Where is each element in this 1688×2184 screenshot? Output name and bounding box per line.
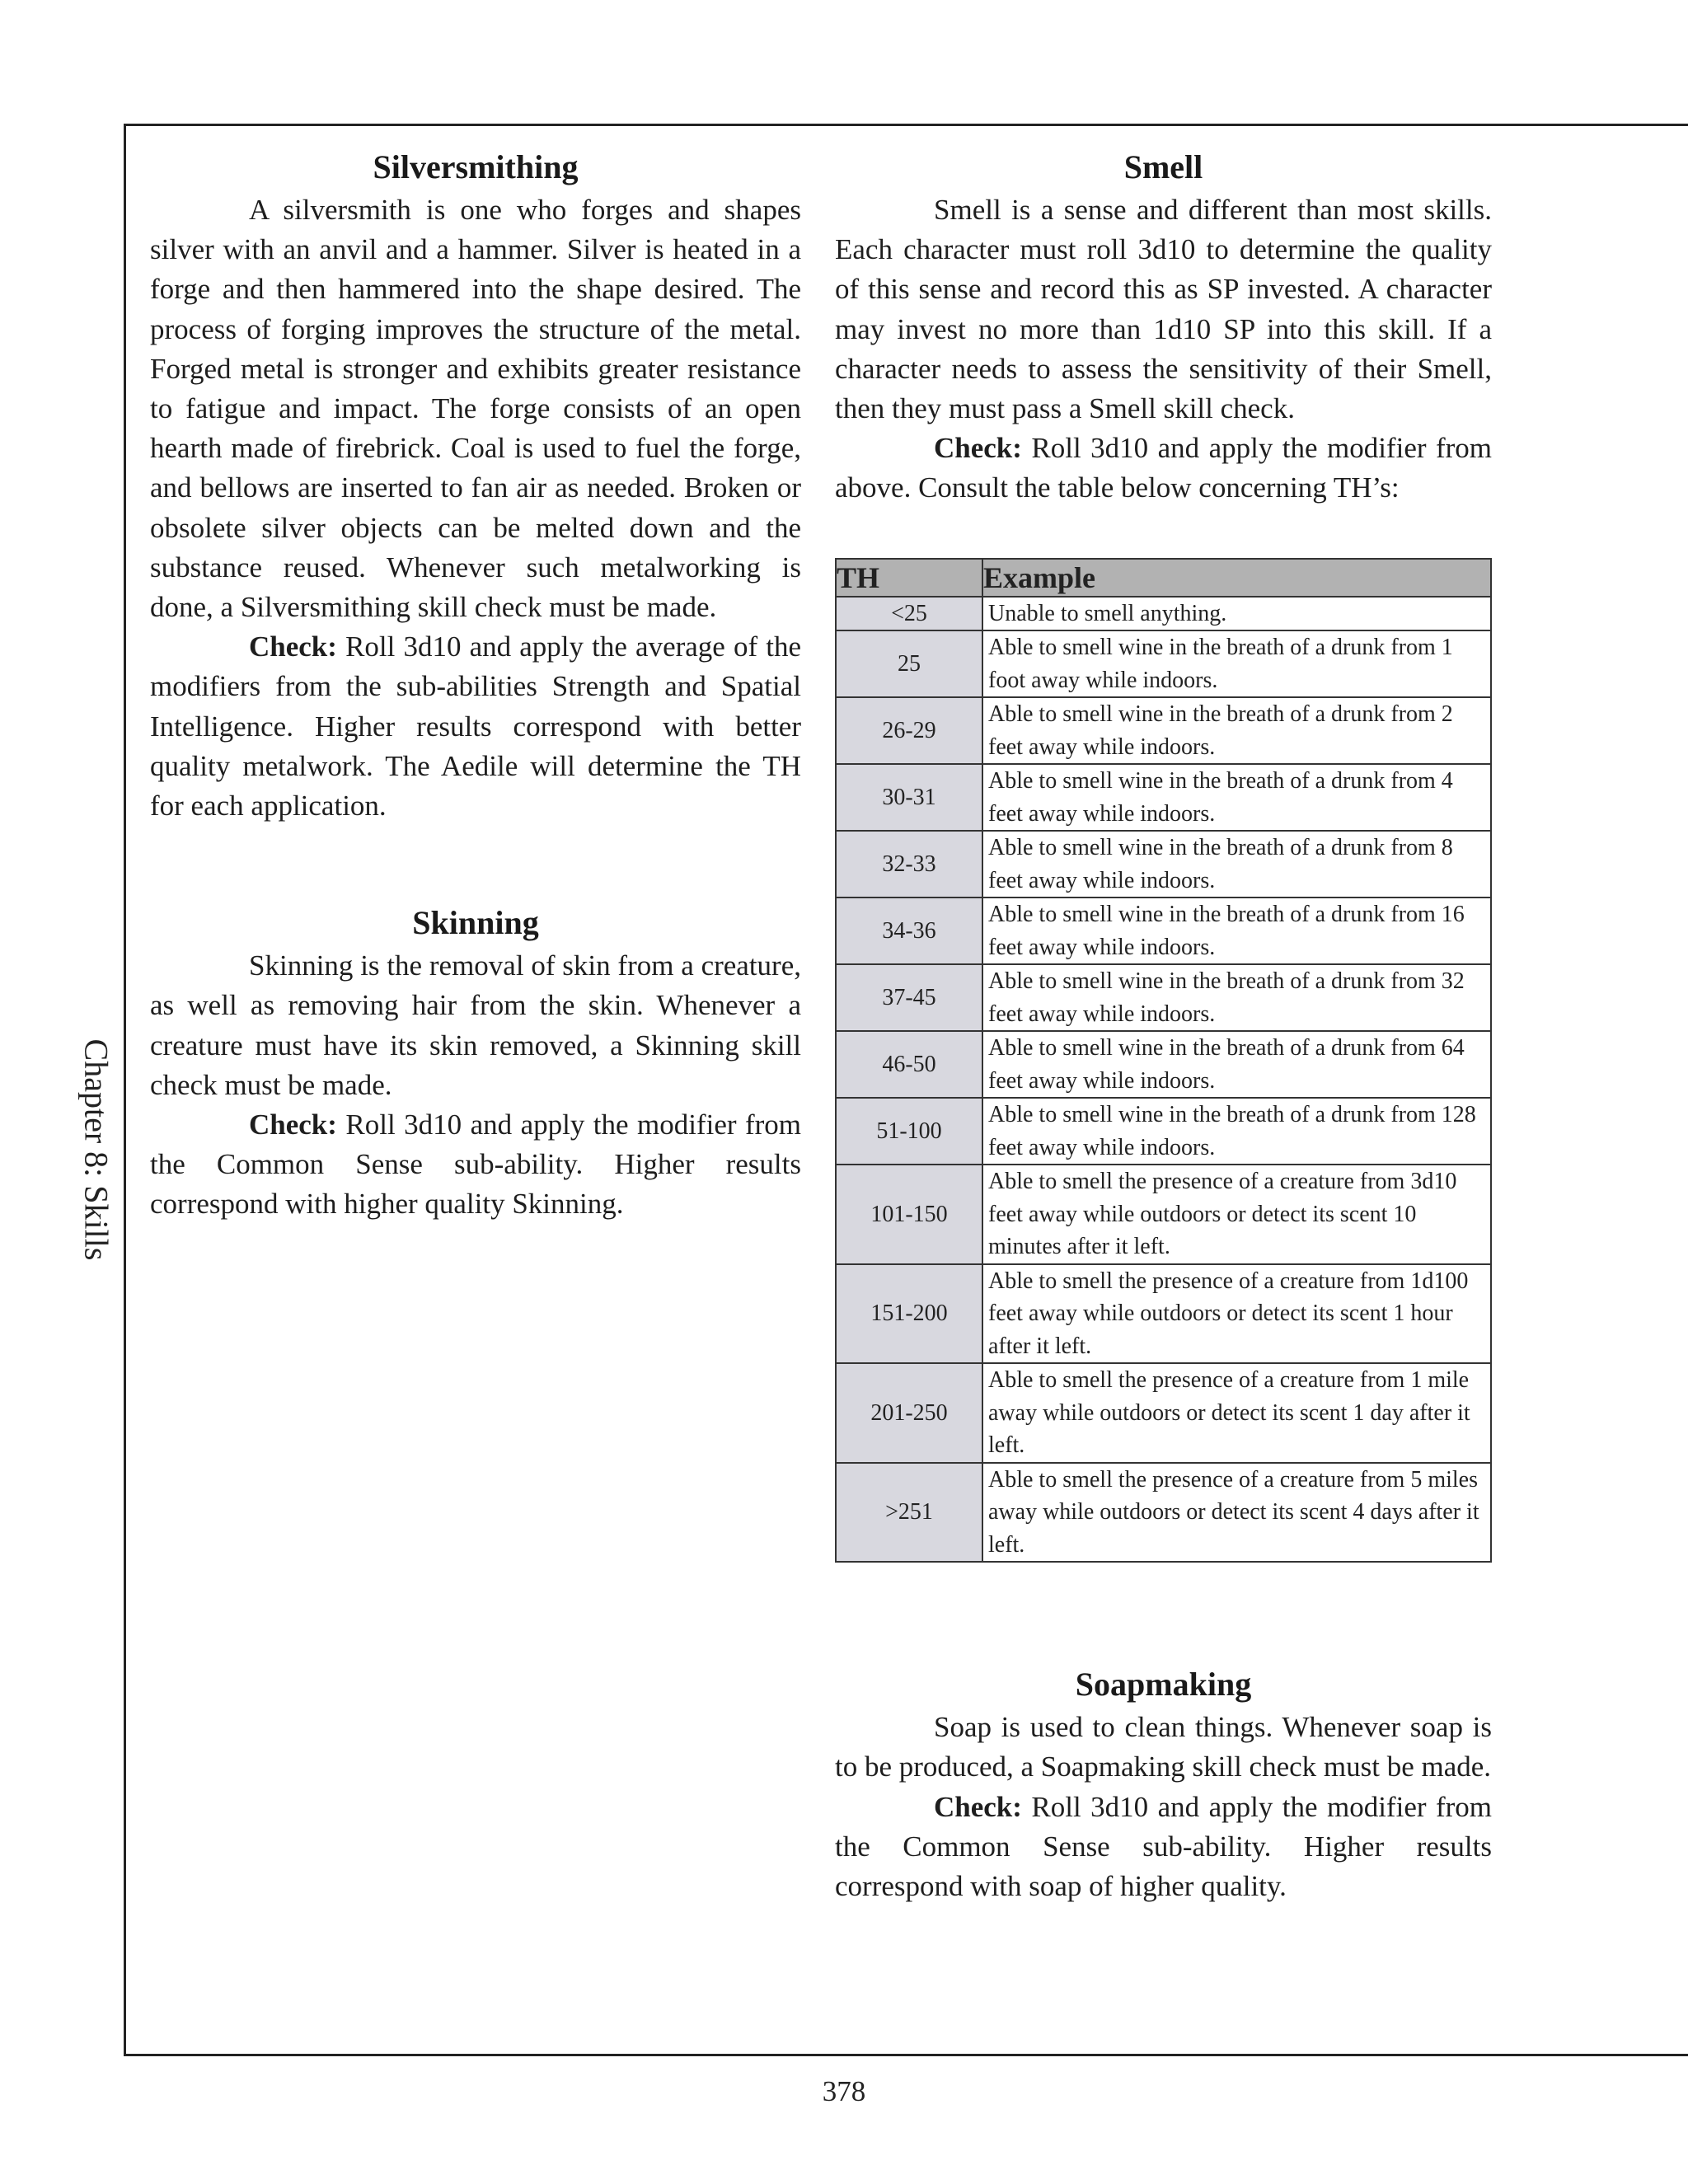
smell-body: Smell is a sense and different than most skills. Each character must roll 3d10 to determine the quality of this sense and record this as SP invested. A character may invest no more than 1d10 SP into this skill. If a character needs to assess the sensitivity of their Smell, then they must pass a Smell skill check.: [835, 194, 1492, 425]
smell-check: [835, 429, 1492, 508]
right-column: [835, 144, 1492, 1906]
smell-table-wrapper: [835, 558, 1492, 1563]
left-column: [150, 144, 801, 1225]
skinning-body: Skinning is the removal of skin from a creature, as well as removing hair from the skin. Whenever a creature must have its skin removed, a Skinning skill check must be made.: [150, 949, 801, 1101]
table-row: [836, 697, 1491, 764]
table-row: [836, 630, 1491, 697]
section-skinning: [150, 900, 801, 1224]
example-cell: Able to smell wine in the breath of a drunk from 128 feet away while indoors.: [982, 1098, 1491, 1165]
section-spacer: [150, 826, 801, 900]
table-row: [836, 1463, 1491, 1563]
soapmaking-check: [835, 1788, 1492, 1907]
page-number: 378: [822, 2075, 866, 2107]
heading-silversmithing: Silversmithing: [373, 148, 579, 185]
check-text: Roll 3d10 and apply the modifier from the Common Sense sub-ability. Higher results correspond with higher quality Skinning.: [150, 1108, 801, 1221]
table-row: [836, 1098, 1491, 1165]
th-cell: 101-150: [836, 1165, 982, 1264]
table-header-row: [836, 559, 1491, 597]
soapmaking-body: Soap is used to clean things. Whenever soap is to be produced, a Soapmaking skill check must be made.: [835, 1711, 1492, 1783]
table-row: [836, 964, 1491, 1031]
example-cell: Able to smell the presence of a creature from 1 mile away while outdoors or detect its scent 1 day after it left.: [982, 1363, 1491, 1463]
check-text: Roll 3d10 and apply the modifier from the Common Sense sub-ability. Higher results correspond with soap of higher quality.: [835, 1790, 1492, 1902]
silversmithing-body: A silversmith is one who forges and shapes silver with an anvil and a hammer. Silver is heated in a forge and then hammered into the shape desired. The process of forging improves the structure of the metal. Forged metal is stronger and exhibits greater resistance to fatigue and impact. The forge consists of an open hearth made of firebrick. Coal is used to fuel the forge, and bellows are inserted to fan air as needed. Broken or obsolete silver objects can be melted down and the substance reused. Whenever such metalworking is done, a Silversmithing skill check must be made.: [150, 194, 801, 624]
skinning-check: [150, 1105, 801, 1225]
heading-smell: Smell: [1123, 148, 1203, 185]
example-cell: Able to smell wine in the breath of a drunk from 8 feet away while indoors.: [982, 831, 1491, 898]
table-row: [836, 1165, 1491, 1264]
th-cell: 30-31: [836, 764, 982, 831]
th-cell: 46-50: [836, 1031, 982, 1098]
check-label: Check:: [934, 1790, 1022, 1823]
header-example: Example: [982, 559, 1491, 597]
th-cell: >251: [836, 1463, 982, 1563]
section-silversmithing: [150, 144, 801, 826]
table-row: [836, 1264, 1491, 1364]
silversmithing-check: [150, 627, 801, 826]
th-cell: 26-29: [836, 697, 982, 764]
heading-skinning: Skinning: [412, 904, 539, 942]
heading-soapmaking: Soapmaking: [1075, 1666, 1252, 1704]
table-row: [836, 831, 1491, 898]
th-cell: 25: [836, 630, 982, 697]
check-label: Check:: [934, 432, 1022, 465]
example-cell: Able to smell the presence of a creature from 3d10 feet away while outdoors or detect its scent 10 minutes after it left.: [982, 1165, 1491, 1264]
table-row: [836, 1363, 1491, 1463]
th-cell: 201-250: [836, 1363, 982, 1463]
th-cell: 32-33: [836, 831, 982, 898]
th-cell: 37-45: [836, 964, 982, 1031]
th-cell: <25: [836, 597, 982, 631]
table-row: [836, 764, 1491, 831]
table-row: [836, 898, 1491, 964]
chapter-side-label: Chapter 8: Skills: [77, 1038, 115, 1261]
example-cell: Unable to smell anything.: [982, 597, 1491, 631]
table-row: [836, 597, 1491, 631]
th-cell: 151-200: [836, 1264, 982, 1364]
smell-th-table: [835, 558, 1492, 1563]
th-cell: 34-36: [836, 898, 982, 964]
section-soapmaking: [835, 1661, 1492, 1906]
example-cell: Able to smell wine in the breath of a drunk from 4 feet away while indoors.: [982, 764, 1491, 831]
header-th: TH: [836, 559, 982, 597]
section-smell: [835, 144, 1492, 1563]
example-cell: Able to smell wine in the breath of a drunk from 1 foot away while indoors.: [982, 630, 1491, 697]
check-text: Roll 3d10 and apply the modifier from above. Consult the table below concerning TH’s:: [835, 432, 1492, 504]
example-cell: Able to smell wine in the breath of a drunk from 2 feet away while indoors.: [982, 697, 1491, 764]
example-cell: Able to smell wine in the breath of a drunk from 16 feet away while indoors.: [982, 898, 1491, 964]
section-spacer: [835, 1563, 1492, 1661]
check-label: Check:: [249, 630, 337, 663]
example-cell: Able to smell wine in the breath of a drunk from 32 feet away while indoors.: [982, 964, 1491, 1031]
check-label: Check:: [249, 1108, 337, 1141]
table-row: [836, 1031, 1491, 1098]
example-cell: Able to smell the presence of a creature from 5 miles away while outdoors or detect its scent 4 days after it left.: [982, 1463, 1491, 1563]
example-cell: Able to smell wine in the breath of a drunk from 64 feet away while indoors.: [982, 1031, 1491, 1098]
example-cell: Able to smell the presence of a creature from 1d100 feet away while outdoors or detect its scent 1 hour after it left.: [982, 1264, 1491, 1364]
th-cell: 51-100: [836, 1098, 982, 1165]
check-text: Roll 3d10 and apply the average of the modifiers from the sub-abilities Strength and Spatial Intelligence. Higher results correspond with better quality metalwork. The Aedile will determine the TH for each application.: [150, 630, 801, 823]
